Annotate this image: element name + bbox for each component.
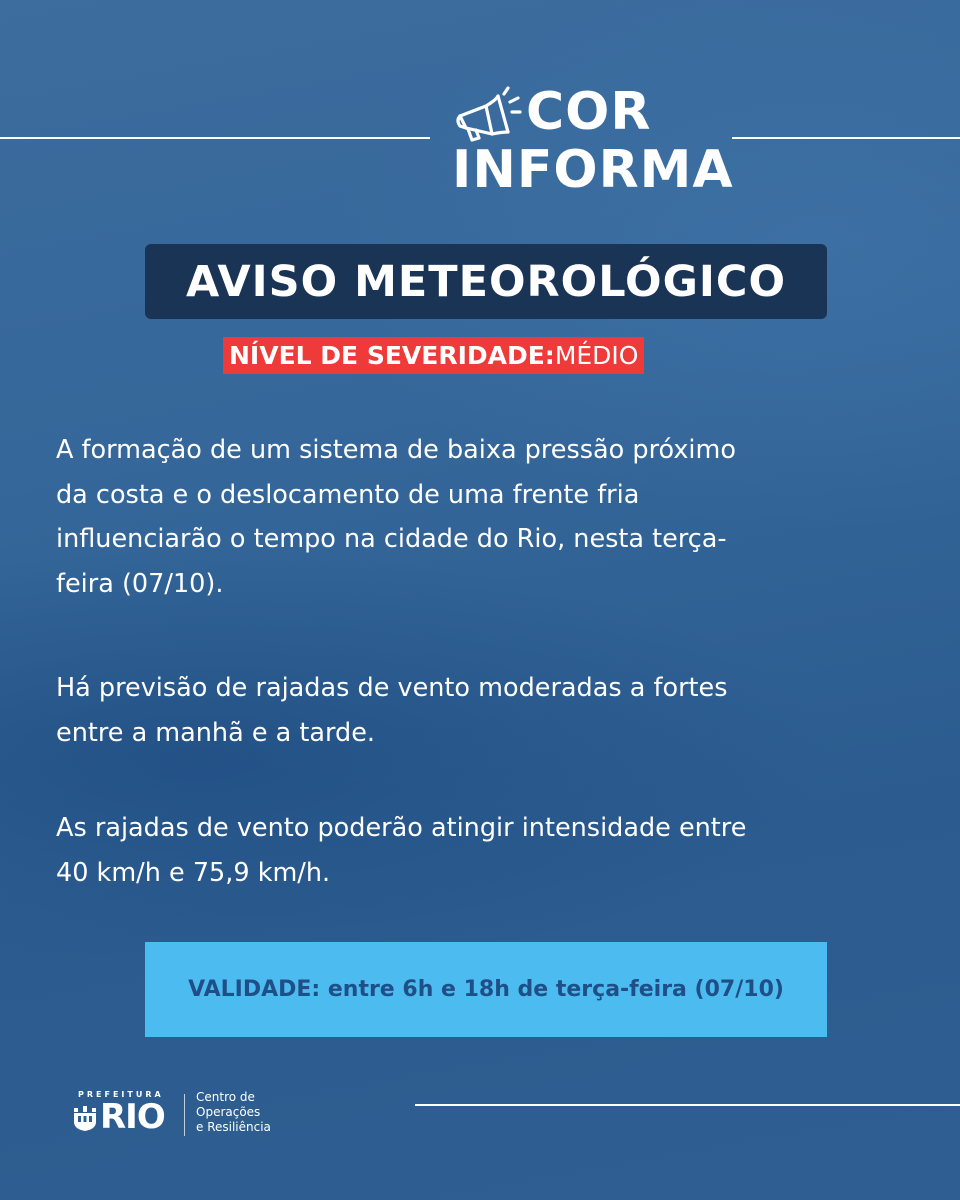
footer-rule [415, 1104, 960, 1106]
org-line: Operações [196, 1105, 261, 1119]
footer-logo [72, 1090, 312, 1140]
rio-wordmark: RIO [100, 1097, 165, 1137]
paragraph-line: 40 km/h e 75,9 km/h. [56, 857, 331, 888]
header-block [452, 80, 742, 200]
megaphone-icon [452, 86, 522, 142]
org-line: e Resiliência [196, 1120, 271, 1134]
severity-value: MÉDIO [554, 341, 639, 370]
validity-text: VALIDADE: entre 6h e 18h de terça-feira (07/10) [188, 977, 784, 1002]
body-paragraph-1 [56, 428, 916, 606]
alert-title: AVISO METEOROLÓGICO [185, 256, 787, 307]
body-paragraph-3 [56, 806, 916, 895]
header-rule-left [0, 137, 430, 139]
alert-title-box [145, 244, 827, 319]
header-title-informa: INFORMA [452, 140, 734, 200]
severity-label: NÍVEL DE SEVERIDADE: [229, 341, 555, 370]
prefeitura-label: PREFEITURA [78, 1090, 164, 1099]
body-paragraph-2 [56, 666, 916, 755]
footer-org-name [196, 1090, 271, 1135]
paragraph-line: A formação de um sistema de baixa pressão próximo [56, 435, 736, 465]
header-title-cor: COR [526, 82, 652, 142]
validity-box [145, 942, 827, 1037]
paragraph-line: influenciarão o tempo na cidade do Rio, nesta terça- [56, 524, 727, 554]
header-rule-right [732, 137, 960, 139]
paragraph-line: da costa e o deslocamento de uma frente fria [56, 479, 640, 510]
footer-divider [184, 1094, 185, 1136]
paragraph-line: As rajadas de vento poderão atingir intensidade entre [56, 813, 747, 843]
org-line: Centro de [196, 1090, 255, 1104]
rio-crest-icon [72, 1104, 98, 1132]
severity-badge [223, 337, 644, 374]
paragraph-line: entre a manhã e a tarde. [56, 717, 375, 748]
paragraph-line: Há previsão de rajadas de vento moderadas a fortes [56, 673, 728, 703]
paragraph-line: feira (07/10). [56, 568, 224, 599]
